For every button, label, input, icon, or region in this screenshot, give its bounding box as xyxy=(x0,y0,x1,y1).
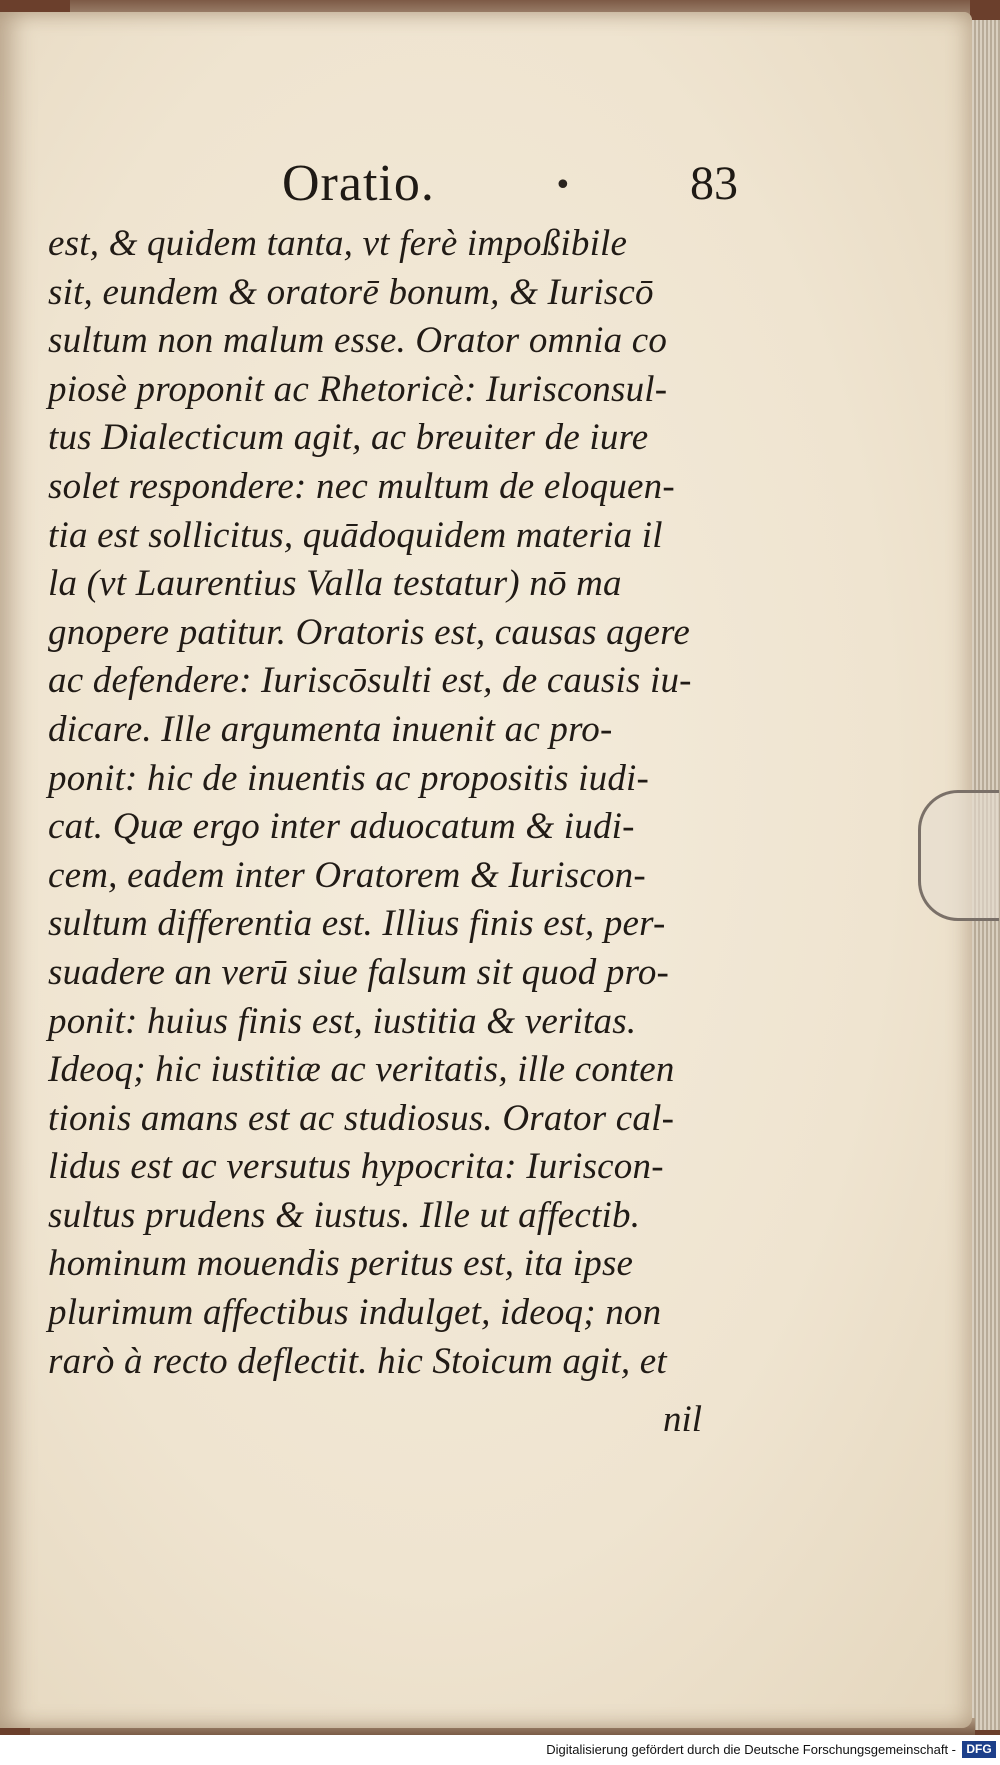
text-line: sit, eundem & oratorē bonum, & Iuriscō xyxy=(48,271,654,313)
page-number: 83 xyxy=(690,157,738,210)
text-line: dicare. Ille argumenta inuenit ac pro- xyxy=(48,708,613,750)
dfg-logo: DFG xyxy=(962,1741,996,1758)
ornament-dot: • xyxy=(554,168,572,203)
text-line: rarò à recto deflectit. hic Stoicum agit, et xyxy=(48,1340,667,1382)
text-line: sultum non malum esse. Orator omnia co xyxy=(48,320,668,362)
text-line: tia est sollicitus, quādoquidem materia il xyxy=(48,514,663,556)
text-line: sultus prudens & iustus. Ille ut affectib. xyxy=(48,1194,641,1236)
text-line: ponit: huius finis est, iustitia & veritas. xyxy=(48,1000,637,1042)
running-head xyxy=(282,154,738,224)
text-line: gnopere patitur. Oratoris est, causas agere xyxy=(48,611,691,653)
text-line: lidus est ac versutus hypocrita: Iuriscon- xyxy=(48,1146,664,1188)
text-line: plurimum affectibus indulget, ideoq; non xyxy=(48,1292,662,1334)
text-line: Ideoq; hic iustitiæ ac veritatis, ille conten xyxy=(48,1049,675,1091)
text-line: est, & quidem tanta, vt ferè impoßibile xyxy=(48,223,628,264)
body-text xyxy=(48,220,738,1386)
book-page xyxy=(0,12,972,1728)
text-line: cat. Quæ ergo inter aduocatum & iudi- xyxy=(48,806,635,848)
funding-credit: Digitalisierung gefördert durch die Deutsche Forschungsgemeinschaft - xyxy=(546,1742,956,1757)
text-line: ponit: hic de inuentis ac propositis iudi- xyxy=(48,757,650,799)
footer-bar xyxy=(0,1735,1000,1765)
catchword: nil xyxy=(663,1399,703,1440)
running-head-title: Oratio. xyxy=(282,155,435,212)
text-line: la (vt Laurentius Valla testatur) nō ma xyxy=(48,563,622,605)
page-clip xyxy=(918,790,999,921)
text-line: suadere an verū siue falsum sit quod pro- xyxy=(48,951,670,993)
text-line: solet respondere: nec multum de eloquen- xyxy=(48,465,675,507)
text-line: tus Dialecticum agit, ac breuiter de iure xyxy=(48,417,649,459)
text-line: piosè proponit ac Rhetoricè: Iurisconsul- xyxy=(48,368,668,410)
text-line: tionis amans est ac studiosus. Orator cal- xyxy=(48,1097,675,1139)
text-line: cem, eadem inter Oratorem & Iuriscon- xyxy=(48,854,646,896)
text-line: ac defendere: Iuriscōsulti est, de causis iu- xyxy=(48,660,692,702)
text-line: hominum mouendis peritus est, ita ipse xyxy=(48,1243,634,1285)
text-line: sultum differentia est. Illius finis est, per- xyxy=(48,903,666,945)
